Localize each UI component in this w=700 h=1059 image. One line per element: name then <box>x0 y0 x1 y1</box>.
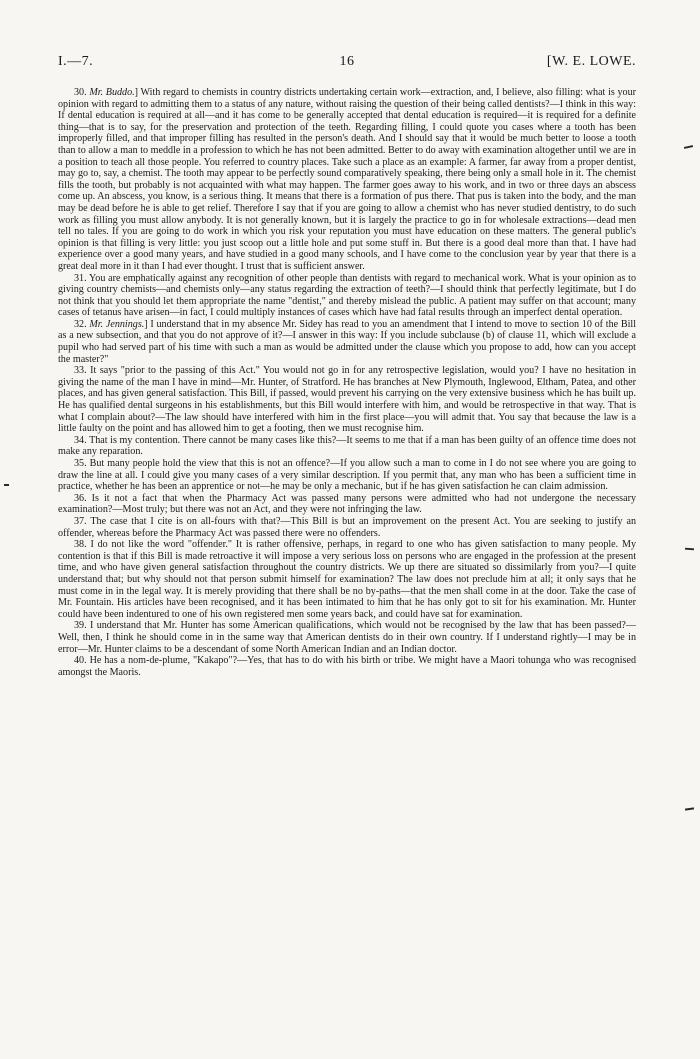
paragraph-35: 35. But many people hold the view that this is not an offence?—If you allow such a man to come in I do not see where you are going to draw the line at all. I could give you many cases of a very similar description. If you permit that, any man who has been a sufficient time in practice, whether he has been an apprentice or not—he may be only a mechanic, but if he has given satisfaction he can claim admission. <box>58 458 637 493</box>
evidence-text <box>58 87 636 678</box>
speaker-label: Mr. Buddo. <box>89 87 135 98</box>
paragraph-37: 37. The case that I cite is on all-fours with that?—This Bill is but an improvement on the present Act. You are seeking to justify an offender, whereas before the Pharmacy Act was passed there were no offenders. <box>58 515 636 539</box>
paragraph-33: 33. It says "prior to the passing of this Act." You would not go in for any retrospective legislation, would you? I have no hesitation in giving the name of the man I have in mind—Mr. Hunter, of Stratford. He has branches at New Plymouth, Inglewood, Eltham, Patea, and other places, and has given general satisfaction. This Bill, if passed, would prevent his carrying on the very extensive business which he has built up. He has qualified dental surgeons in his establishments, but this Bill would interfere with him, and would be retrospective in that way. That is what I complain about?—The law should have interfered with him in the first place—you will admit that. You say that because the law is a little faulty on the point and has allowed him to get a footing, then we must recognise him. <box>58 365 636 435</box>
paragraph-text: He has a nom-de-plume, "Kakapo"?—Yes, that has to do with his birth or tribe. We might have a Maori tohunga who was recognised amongst the Maoris. <box>58 655 637 678</box>
margin-mark <box>685 548 694 551</box>
paragraph-text: I do not like the word "offender." It is rather offensive, perhaps, in regard to one who has given satisfaction to many people. My contention is that if this Bill is made retroactive it will impose a very serious loss on persons who are engaged in the profession at the present time, and who have given general satisfaction throughout the country districts. We up there are situated so dissimilarly from you?—I quite understand that; but why should not that person submit himself for examination? The law does not preclude him at all; it only says that he must come in in the legal way. It is merely providing that there shall be no by-paths—that the men shall come in at the door. Take the case of Mr. Fountain. His articles have been recognised, and it has been intimated to him that he has only got to sit for his examination. Mr. Hunter could have been indentured to one of his own registered men some years back, and could have sat for examination. <box>58 539 637 620</box>
paragraph-text: You are emphatically against any recognition of other people than dentists with regard to mechanical work. What is your opinion as to giving country chemists—and chemists only—any status regarding the extraction of teeth?—I should think that perfectly legitimate, but I do not think that you should let them appropriate the name "dentist," and thereby mislead the public. A patient may suffer on that account; many cases of tetanus have arisen—in fact, I could multiply instances of cases which have had fatal results through an imperfect dental operation. <box>58 272 636 319</box>
page-number: 16 <box>339 54 355 69</box>
page-header <box>58 54 636 76</box>
paragraph-text: That is my contention. There cannot be many cases like this?—It seems to me that if a man has been guilty of an offence time does not make any reparation. <box>58 434 636 458</box>
paragraph-39: 39. I understand that Mr. Hunter has some American qualifications, which would not be recognised by the law that has been passed?—Well, then, I think he should come in in the same way that American dentists do in their own country. If I understand rightly—I may be in error—Mr. Hunter claims to be a descendant of some North American Indian and an Indian doctor. <box>58 620 636 655</box>
paragraph-30: 30. Mr. Buddo.] With regard to chemists in country districts undertaking certain work—extraction, and, I believe, also filling: what is your opinion with regard to admitting them to a status of any nature, without raising the question of their being called dentists?—I think in this way: If dental education is required at all—and it has come to be generally accepted that dental education is required—it is required for a definite thing—that is to say, for the preservation and protection of the teeth. Regarding filling, I could quote you cases where a tooth has been improperly filled, and that improper filling has resulted in the person's death. And I should say that it would be much better to loose a tooth than to allow a man to meddle in a profession to which he has not been admitted. Better to do away with examination altogether until we are in a position to teach all those people. You referred to country places. Take such a place as an example: A farmer, far away from a proper dentist, may go to, say, a chemist. The tooth may appear to be perfectly sound comparatively speaking, there being only a small hole in it. The chemist fills the tooth, but probably is not acquainted with what may happen. The farmer goes away to his work, and in two or three days an abscess come up. An abscess, you know, is a serious thing. It means that there is a formation of pus there. That pus is taken into the body, and the man may be dead before he is able to get relief. Therefore I say that if you are going to allow a chemist who has never studied dentistry, to do such work as filling you must allow anybody. It is not generally known, but it is largely the practice to go in for wholesale extractions—dead men tell no tales. If you are going to do work in which you risk your reputation you must have education on these matters. The general public's opinion is that filling is very little: you just scoop out a little hole and put some stuff in. But there is a good deal more than that. I have had experience over a good many years, and have studied in a good many schools, and I have come to the conclusion year by year that there is a great deal more in it than I had ever thought. I trust that is sufficient answer. <box>58 87 637 272</box>
paragraph-40: 40. He has a nom-de-plume, "Kakapo"?—Yes, that has to do with his birth or tribe. We might have a Maori tohunga who was recognised amongst the Maoris. <box>58 655 637 678</box>
paragraph-text: Is it not a fact that when the Pharmacy Act was passed many persons were admitted who had not undergone the necessary examination?—Most truly; but there was not an Act, and they were not infringing the law. <box>58 492 637 516</box>
paragraph-34: 34. That is my contention. There cannot be many cases like this?—It seems to me that if a man has been guilty of an offence time does not make any reparation. <box>58 434 636 458</box>
paragraph-38: 38. I do not like the word "offender." It is rather offensive, perhaps, in regard to one who has given satisfaction to many people. My contention is that if this Bill is made retroactive it will impose a very serious loss on persons who are engaged in the profession at the present time, and who have given general satisfaction throughout the country districts. We up there are situated so dissimilarly from you?—I quite understand that; but why should not that person submit himself for examination? The law does not preclude him at all; it only says that he must come in in the legal way. It is merely providing that there shall be no by-paths—that the men shall come in at the door. Take the case of Mr. Fountain. His articles have been recognised, and it has been intimated to him that he has only got to sit for his examination. Mr. Hunter could have been indentured to one of his own registered men some years back, and could have sat for examination. <box>58 539 637 620</box>
paragraph-32: 32. Mr. Jennings.] I understand that in my absence Mr. Sidey has read to you an amendment that I intend to move to section 10 of the Bill as a new subsection, and that you do not approve of it?—I answer in this way: If you include subclause (b) of clause 11, which will exclude a pupil who had served part of his time with such a man as would be admitted under the clause which you propose to add, how can you accept the master?" <box>58 318 637 365</box>
report-reference: I.—7. <box>58 54 94 69</box>
paragraph-text: ] I understand that in my absence Mr. Sidey has read to you an amendment that I intend to move to section 10 of the Bill as a new subsection, and that you do not approve of it?—I answer in this way: If you include subclause (b) of clause 11, which will exclude a pupil who had served part of his time with such a man as would be admitted under the clause which you propose to add, how can you accept the master?" <box>58 318 637 365</box>
paragraph-text: ] With regard to chemists in country districts undertaking certain work—extraction, and, I believe, also filling: what is your opinion with regard to admitting them to a status of any nature, without raising the question of their being called dentists?—I think in this way: If dental education is required at all—and it has come to be generally accepted that dental education is required—it is required for a definite thing—that is to say, for the preservation and protection of the teeth. Regarding filling, I could quote you cases where a tooth has been improperly filled, and that improper filling has resulted in the person's death. And I should say that it would be much better to loose a tooth than to allow a man to meddle in a profession to which he has not been admitted. Better to do away with examination altogether until we are in a position to teach all those people. You referred to country places. Take such a place as an example: A farmer, far away from a proper dentist, may go to, say, a chemist. The tooth may appear to be perfectly sound comparatively speaking, there being only a small hole in it. The chemist fills the tooth, but probably is not acquainted with what may happen. The farmer goes away to his work, and in two or three days an abscess come up. An abscess, you know, is a serious thing. It means that there is a formation of pus there. That pus is taken into the body, and the man may be dead before he is able to get relief. Therefore I say that if you are going to allow a chemist who has never studied dentistry, to do such work as filling you must allow anybody. It is not generally known, but it is largely the practice to go in for wholesale extractions—dead men tell no tales. If you are going to do work in which you risk your reputation you must have education on these matters. The general public's opinion is that filling is very little: you just scoop out a little hole and put some stuff in. But there is a good deal more than that. I have had experience over a good many years, and have studied in a good many schools, and I have come to the conclusion year by year that there is a great deal more in it than I had ever thought. I trust that is sufficient answer. <box>58 87 637 272</box>
margin-mark <box>4 484 9 486</box>
document-page <box>58 54 636 678</box>
witness-name: [W. E. LOWE. <box>546 54 636 69</box>
speaker-label: Mr. Jennings. <box>89 318 145 330</box>
paragraph-36: 36. Is it not a fact that when the Pharmacy Act was passed many persons were admitted who had not undergone the necessary examination?—Most truly; but there was not an Act, and they were not infringing the law. <box>58 492 637 516</box>
paragraph-text: It says "prior to the passing of this Act." You would not go in for any retrospective legislation, would you? I have no hesitation in giving the name of the man I have in mind—Mr. Hunter, of Stratford. He has branches at New Plymouth, Inglewood, Eltham, Patea, and other places, and has given general satisfaction. This Bill, if passed, would prevent his carrying on the very extensive business which he has built up. He has qualified dental surgeons in his establishments, but this Bill would interfere with him, and would be retrospective in that way. That is what I complain about?—The law should have interfered with him in the first place—you will admit that. You say that because the law is a little faulty on the point and has allowed him to get a footing, then we must recognise him. <box>58 365 636 435</box>
paragraph-31: 31. You are emphatically against any recognition of other people than dentists with regard to mechanical work. What is your opinion as to giving country chemists—and chemists only—any status regarding the extraction of teeth?—I should think that perfectly legitimate, but I do not think that you should let them appropriate the name "dentist," and thereby mislead the public. A patient may suffer on that account; many cases of tetanus have arisen—in fact, I could multiply instances of cases which have had fatal results through an imperfect dental operation. <box>58 272 636 319</box>
margin-mark <box>685 807 694 810</box>
margin-mark <box>684 145 693 149</box>
paragraph-text: The case that I cite is on all-fours with that?—This Bill is but an improvement on the present Act. You are seeking to justify an offender, whereas before the Pharmacy Act was passed there were no offenders. <box>58 515 636 539</box>
paragraph-text: I understand that Mr. Hunter has some American qualifications, which would not be recognised by the law that has been passed?—Well, then, I think he should come in in the same way that American dentists do in their own country. If I understand rightly—I may be in error—Mr. Hunter claims to be a descendant of some North American Indian and an Indian doctor. <box>58 620 636 655</box>
paragraph-text: But many people hold the view that this is not an offence?—If you allow such a man to come in I do not see where you are going to draw the line at all. I could give you many cases of a very similar description. If you permit that, any man who has been a sufficient time in practice, whether he has been an apprentice or not—he may be only a mechanic, but if he has given satisfaction he can claim admission. <box>58 458 637 493</box>
